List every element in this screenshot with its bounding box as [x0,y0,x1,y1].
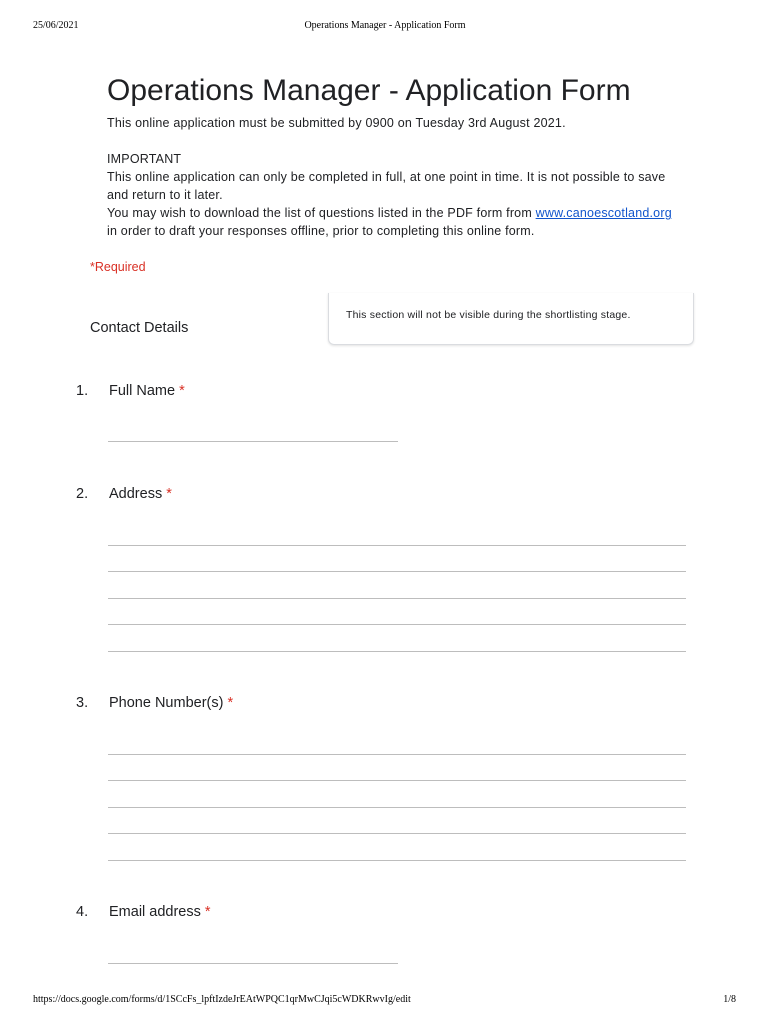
required-asterisk: * [204,904,211,920]
deadline-text: This online application must be submitted by 0900 on Tuesday 3rd August 2021. [107,116,566,130]
address-answer-line[interactable] [108,545,686,546]
question-number: 2. [76,486,89,502]
section-title: Contact Details [90,320,189,336]
phone-answer-line[interactable] [108,780,686,781]
phone-answer-line[interactable] [108,754,686,755]
phone-answer-line[interactable] [108,860,686,861]
address-answer-line[interactable] [108,598,686,599]
important-heading: IMPORTANT [107,152,182,166]
question-label [109,904,211,920]
download-text-before: You may wish to download the list of questions listed in the PDF form from [107,206,536,220]
print-date: 25/06/2021 [33,20,79,31]
question-label [109,486,172,502]
question-label-text: Full Name [109,383,176,399]
print-url: https://docs.google.com/forms/d/1SCcFs_lpftIzdeJrEAtWPQC1qrMwCJqi5cWDKRwvIg/edit [33,994,411,1005]
form-description [107,114,677,240]
section-description: This section will not be visible during the shortlisting stage. [346,309,631,321]
question-number: 4. [76,904,89,920]
required-asterisk: * [166,486,172,502]
question-label [109,383,185,399]
print-header-title: Operations Manager - Application Form [304,20,466,31]
phone-answer-line[interactable] [108,807,686,808]
question-label-text: Email address [109,904,201,920]
canoescotland-link[interactable]: www.canoescotland.org [535,206,672,220]
print-page-number: 1/8 [723,994,736,1005]
required-asterisk: * [227,695,234,711]
question-number: 1. [76,383,89,399]
required-asterisk: * [179,383,185,399]
question-number: 3. [76,695,89,711]
download-text [107,204,677,240]
address-answer-line[interactable] [108,651,686,652]
full-name-answer-line[interactable] [108,441,398,442]
phone-answer-line[interactable] [108,833,686,834]
download-text-after: in order to draft your responses offline, prior to completing this online form. [107,224,535,238]
question-label [109,695,233,711]
address-answer-line[interactable] [108,624,686,625]
required-note: *Required [90,260,146,274]
question-label-text: Address [109,486,163,502]
address-answer-line[interactable] [108,571,686,572]
section-description-card [328,293,694,345]
email-answer-line[interactable] [108,963,398,964]
form-title: Operations Manager - Application Form [107,74,631,107]
question-label-text: Phone Number(s) [109,695,224,711]
important-text: This online application can only be completed in full, at one point in time. It is not possible to save and return to it later. [107,170,666,202]
